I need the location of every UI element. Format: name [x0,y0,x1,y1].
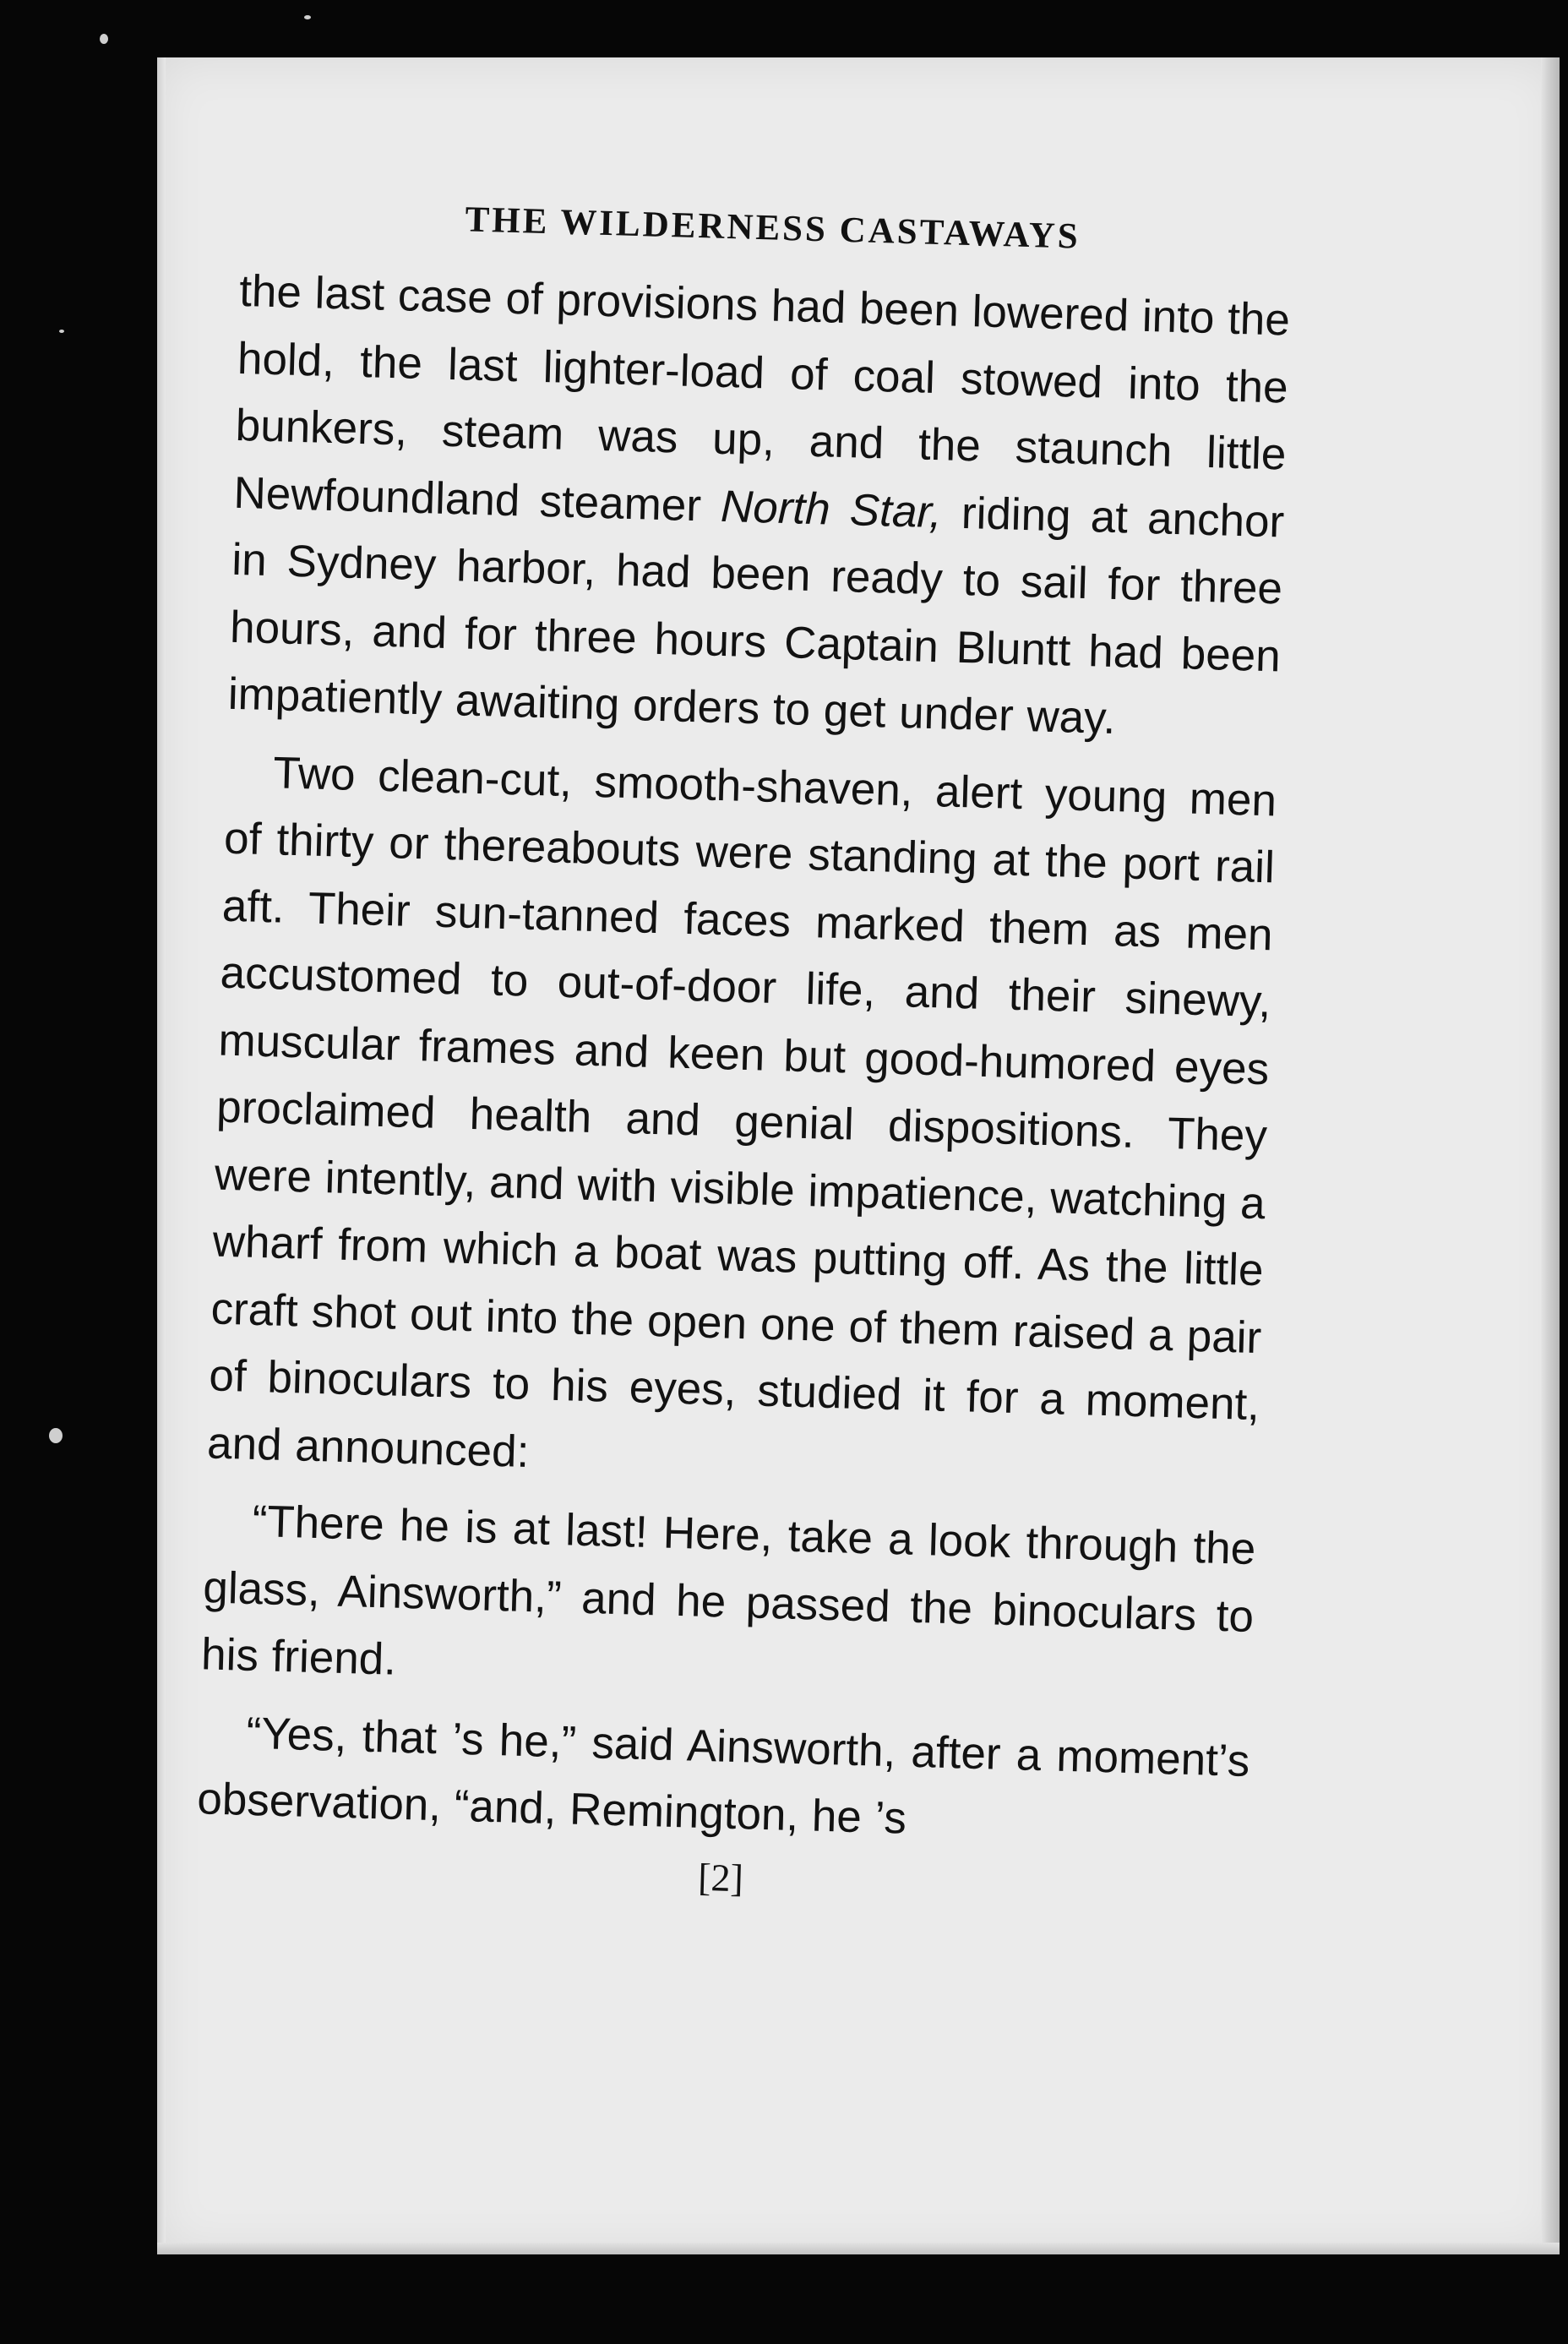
text-block [195,188,1293,1917]
scan-dust [49,1428,63,1443]
page-fore-edge [1541,57,1560,2254]
paragraph-1-text-a: the last case of provisions had been lowered into the hold, the last lighter-load of coal stowed into the bunkers, steam was up, and the staunch little Newfoundland steamer [232,265,1291,531]
paragraph-1 [227,258,1291,757]
page-bottom-edge [157,2243,1560,2254]
scan-dust [100,34,108,44]
running-head: THE WILDERNESS CASTAWAYS [464,199,1081,257]
page-number: [2] [697,1855,744,1900]
paragraph-3: “There he is at last! Here, take a look through the glass, Ainsworth,” and he passed the binoculars to his friend. [200,1496,1257,1685]
paragraph-2: Two clean-cut, smooth-shaven, alert young men of thirty or thereabouts were standing at the port rail aft. Their sun-tanned faces marked them as men accustomed to out-of-door life, and their sinewy, muscular frames and keen but good-humored eyes proclaimed health and genial dispositions. They were intently, and with visible impatience, watching a wharf from which a boat was putting off. As the little craft shot out into the open one of them raised a pair of binoculars to his eyes, studied it for a moment, and announced: [206,747,1277,1477]
paragraph-4: “Yes, that ’s he,” said Ainsworth, after a moment’s observation, “and, Remington, he ’s [196,1708,1251,1844]
page-gutter-shadow [157,57,166,2254]
scan-dust [304,15,311,19]
ship-name-italic: North Star, [720,481,943,537]
scan-dust [59,330,64,333]
paragraph-1-text-b: riding at anchor in Sydney harbor, had been ready to sail for three hours, and for three hours Captain Bluntt had been impatiently awaiting orders to get under way. [227,487,1286,744]
